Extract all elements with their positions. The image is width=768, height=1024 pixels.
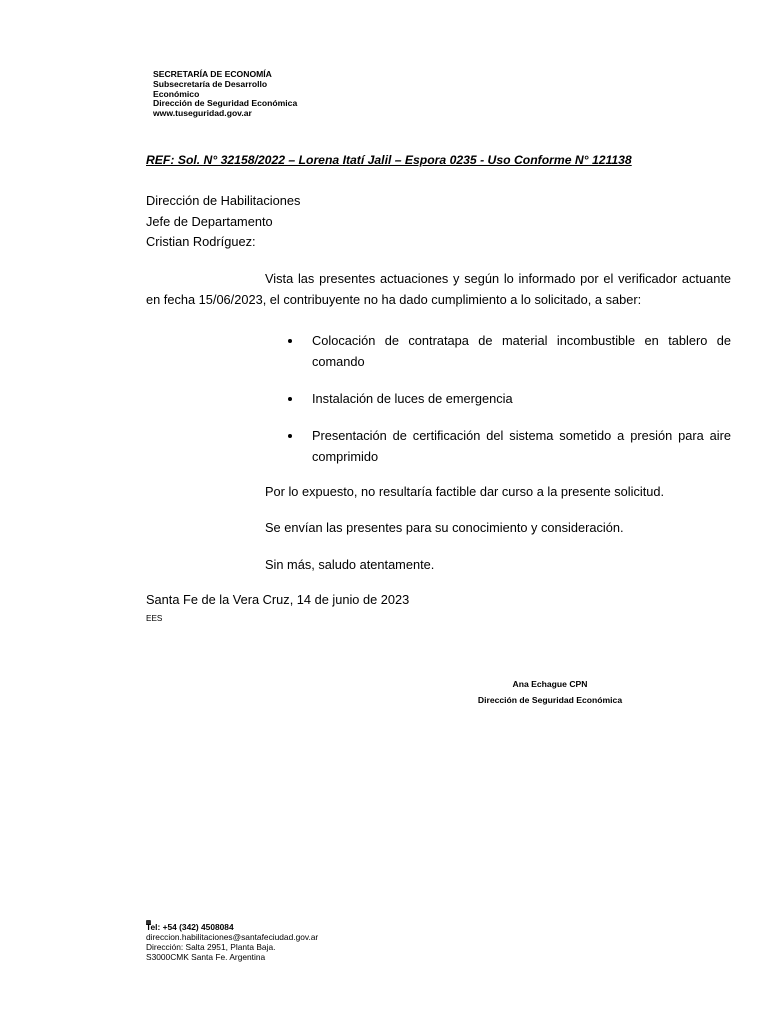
letterhead-secretariat: SECRETARÍA DE ECONOMÍA: [153, 69, 272, 79]
letterhead-direction: Dirección de Seguridad Económica: [153, 98, 298, 109]
recipient-office: Dirección de Habilitaciones: [146, 193, 301, 208]
list-item-text: Colocación de contratapa de material incombustible en tablero de comando: [312, 333, 731, 369]
list-item: [285, 330, 731, 372]
recipient-block: [146, 191, 300, 253]
signature-block: [450, 677, 650, 708]
recipient-name: Cristian Rodríguez:: [146, 234, 256, 249]
letterhead: [153, 70, 297, 119]
bullet-icon: [288, 339, 292, 343]
footer-city: S3000CMK Santa Fe. Argentina: [146, 951, 266, 962]
bullet-icon: [288, 434, 292, 438]
signatory-name: Ana Echague CPN: [512, 679, 588, 689]
list-item-text: Instalación de luces de emergencia: [312, 391, 513, 406]
list-item: [285, 388, 731, 409]
footer-phone: Tel: +54 (342) 4508084: [146, 922, 234, 932]
requirements-list: [285, 330, 731, 467]
author-initials: EES: [146, 614, 163, 623]
list-item-text: Presentación de certificación del sistema sometido a presión para aire comprimido: [312, 428, 731, 464]
bullet-icon: [288, 397, 292, 401]
place-and-date: Santa Fe de la Vera Cruz, 14 de junio de 2023: [146, 592, 410, 607]
recipient-position: Jefe de Departamento: [146, 213, 273, 229]
intro-paragraph: Vista las presentes actuaciones y según lo informado por el verificador actuante en fecha 15/06/2023, el contribuyente no ha dado cumplimiento a lo solicitado, a saber:: [146, 271, 731, 307]
list-item: [285, 425, 731, 467]
signatory-title: Dirección de Seguridad Económica: [477, 694, 623, 705]
closing-paragraph-3: Sin más, saludo atentamente.: [265, 557, 435, 572]
footer-email: direccion.habilitaciones@santafeciudad.gov.ar: [146, 931, 319, 942]
closing-paragraph-1: Por lo expuesto, no resultaría factible dar curso a la presente solicitud.: [265, 484, 665, 499]
footer-address: Dirección: Salta 2951, Planta Baja.: [146, 941, 276, 952]
closing-paragraph-2: Se envían las presentes para su conocimiento y consideración.: [265, 520, 624, 535]
reference-line: REF: Sol. N° 32158/2022 – Lorena Itatí Jalil – Espora 0235 - Uso Conforme N° 121138: [146, 153, 632, 167]
footer-contact: [146, 923, 318, 963]
letterhead-website: www.tuseguridad.gov.ar: [153, 108, 252, 119]
letterhead-undersecretariat: Subsecretaría de Desarrollo: [153, 78, 268, 89]
letterhead-undersecretariat-cont: Económico: [153, 88, 200, 99]
